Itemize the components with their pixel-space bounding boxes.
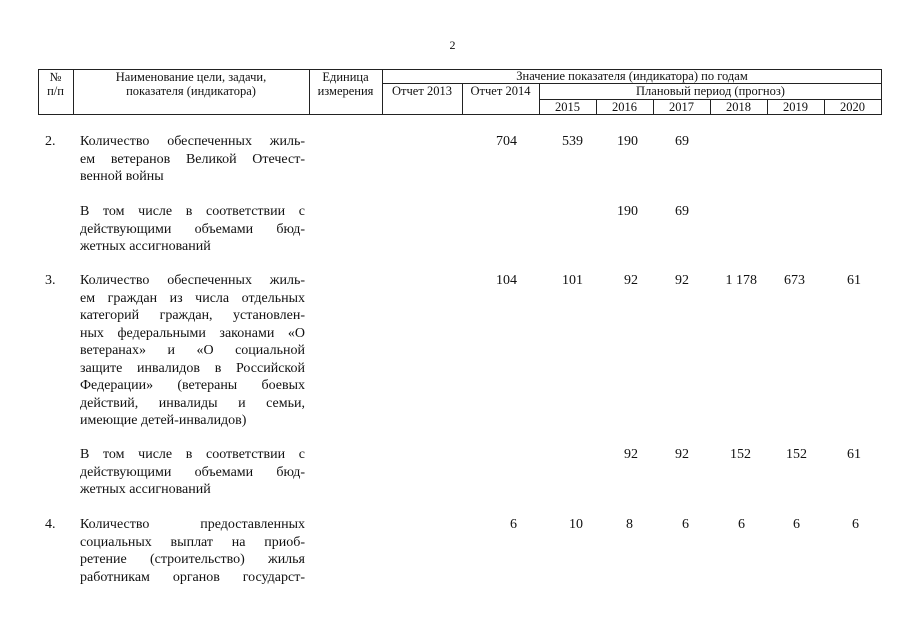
table-header	[38, 69, 882, 115]
row-description	[80, 203, 305, 256]
value-2020: 61	[847, 273, 861, 288]
value-2018: 6	[738, 517, 745, 532]
description-line: работникам органов государст-	[80, 569, 305, 585]
row-number: 4.	[45, 517, 56, 532]
value-2018: 1 178	[725, 273, 757, 288]
value-2018: 152	[730, 447, 751, 462]
header-year-2015: 2015	[555, 100, 580, 114]
header-name-line1: Наименование цели, задачи,	[115, 70, 267, 84]
value-2015: 101	[562, 273, 583, 288]
value-2016: 190	[617, 134, 638, 149]
description-line: защите инвалидов в Российской	[80, 360, 305, 376]
row-description	[80, 516, 305, 586]
header-bottom-border	[38, 114, 882, 115]
description-line: социальных выплат на приоб-	[80, 534, 305, 550]
header-unit-line2: измерения	[317, 84, 374, 98]
value-report-2014: 6	[510, 517, 517, 532]
value-2019: 152	[786, 447, 807, 462]
description-line: Федерации» (ветераны боевых	[80, 378, 305, 393]
value-2016: 92	[624, 447, 638, 462]
description-line: венной войны	[80, 169, 164, 184]
value-2016: 92	[624, 273, 638, 288]
description-line: категорий граждан, установлен-	[80, 308, 305, 323]
description-line: жетных ассигнований	[80, 239, 211, 254]
header-num-line1: №	[49, 70, 62, 84]
value-2019: 6	[793, 517, 800, 532]
value-2019: 673	[784, 273, 805, 288]
row-number: 2.	[45, 134, 56, 149]
header-num-line2: п/п	[47, 84, 64, 98]
value-report-2014: 704	[496, 134, 517, 149]
value-2016: 190	[617, 204, 638, 219]
description-line: жетных ассигнований	[80, 482, 211, 497]
description-line: действующими объемами бюд-	[80, 221, 305, 237]
description-line: действующими объемами бюд-	[80, 464, 305, 480]
header-report-2013: Отчет 2013	[392, 84, 452, 98]
value-2017: 92	[675, 447, 689, 462]
header-year-2019: 2019	[783, 100, 808, 114]
description-line: Количество предоставленных	[80, 517, 305, 532]
description-line: Количество обеспеченных жиль-	[80, 134, 305, 149]
header-plan-title: Плановый период (прогноз)	[636, 84, 785, 98]
description-line: Количество обеспеченных жиль-	[80, 273, 305, 288]
row-description	[80, 446, 305, 499]
value-2020: 6	[852, 517, 859, 532]
value-2020: 61	[847, 447, 861, 462]
description-line: ем ветеранов Великой Отечест-	[80, 151, 305, 167]
value-report-2014: 104	[496, 273, 517, 288]
description-line: ем граждан из числа отдельных	[80, 290, 305, 306]
description-line: имеющие детей-инвалидов)	[80, 413, 247, 428]
value-2015: 10	[569, 517, 583, 532]
header-name-line2: показателя (индикатора)	[126, 84, 256, 98]
description-line: ных федеральными законами «О	[80, 325, 305, 341]
header-report-2014: Отчет 2014	[470, 84, 531, 98]
value-2016: 8	[626, 517, 633, 532]
value-2015: 539	[562, 134, 583, 149]
value-2017: 92	[675, 273, 689, 288]
header-values-title: Значение показателя (индикатора) по годам	[516, 69, 748, 83]
description-line: В том числе в соответствии с	[80, 447, 305, 462]
header-year-2017: 2017	[669, 100, 694, 114]
description-line: ретение (строительство) жилья	[80, 552, 305, 567]
value-2017: 69	[675, 204, 689, 219]
description-line: В том числе в соответствии с	[80, 204, 305, 219]
row-number: 3.	[45, 273, 56, 288]
header-year-2020: 2020	[840, 100, 865, 114]
header-year-2016: 2016	[612, 100, 637, 114]
row-description	[80, 133, 305, 186]
header-unit-line1: Единица	[322, 70, 369, 84]
description-line: ветеранах» и «О социальной	[80, 343, 305, 358]
page-number: 2	[449, 38, 456, 52]
header-year-2018: 2018	[726, 100, 751, 114]
row-description	[80, 272, 305, 430]
description-line: действий, инвалиды и семьи,	[80, 395, 305, 411]
value-2017: 6	[682, 517, 689, 532]
value-2017: 69	[675, 134, 689, 149]
